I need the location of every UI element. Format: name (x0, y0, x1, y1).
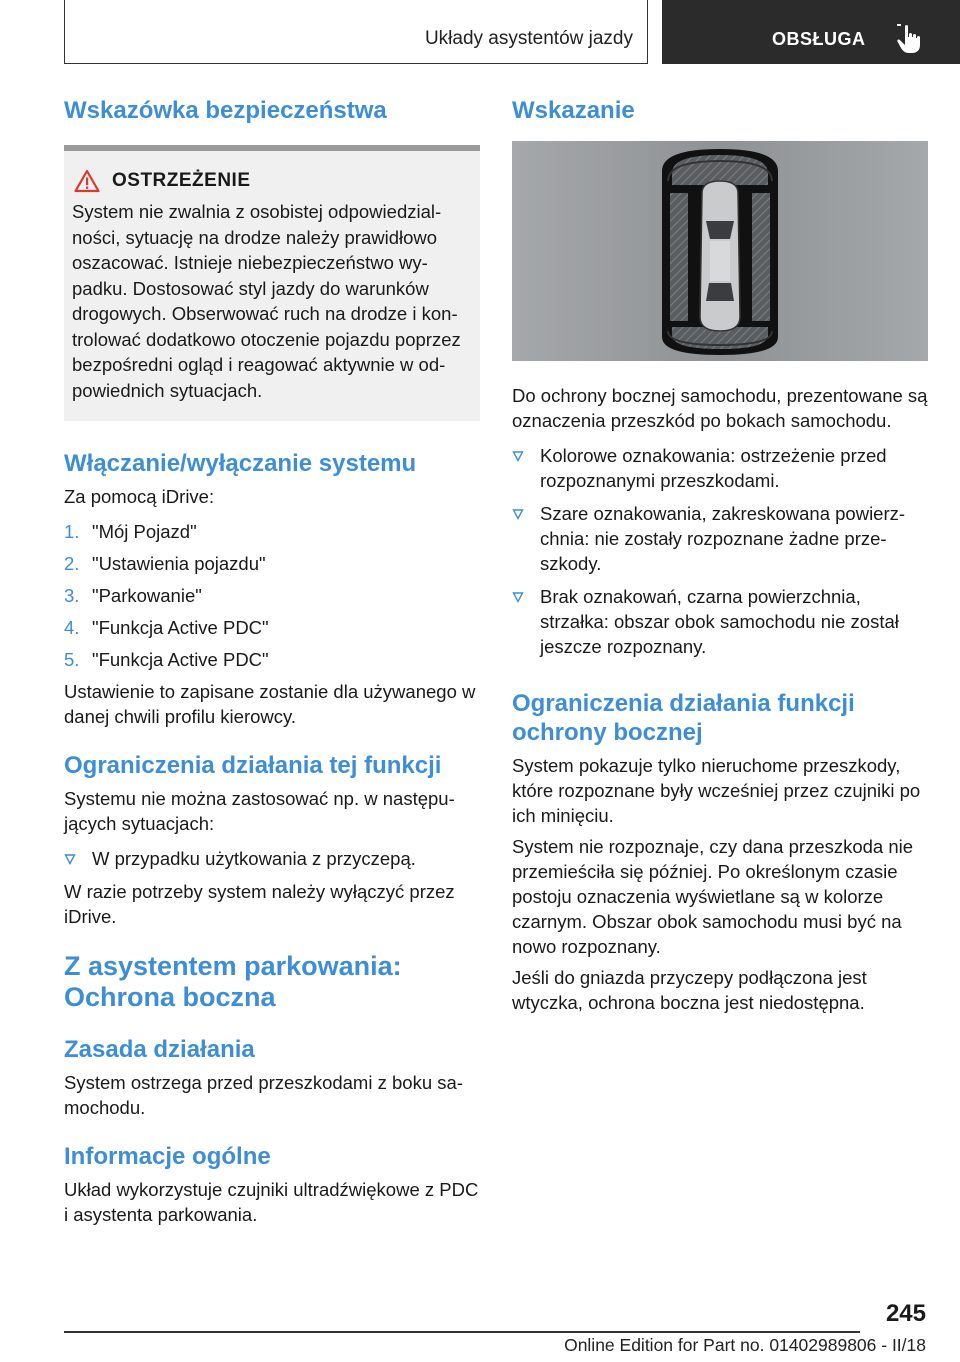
warning-header (72, 169, 472, 193)
list-item: 5. "Funkcja Active PDC" (64, 649, 269, 670)
list-item: 4. "Funkcja Active PDC" (64, 617, 269, 638)
list-item: Kolorowe oznakowania: ostrzeżenie przed rozpoznanymi przeszkodami. (512, 443, 928, 493)
header-chapter-tab (662, 0, 960, 64)
page-number: 245 (885, 1300, 926, 1327)
triangle-bullet-icon (512, 508, 524, 520)
display-heading: Wskazanie (512, 97, 635, 124)
hand-pointer-icon (896, 24, 922, 54)
chapter-heading: Z asystentem parkowania: Ochrona boczna (64, 951, 402, 1012)
footer-divider (64, 1331, 860, 1333)
limits-note: W razie potrzeby system należy wyłączyć przez iDrive. (64, 881, 455, 927)
side-protection-display-image (512, 141, 928, 361)
list-item: 1. "Mój Pojazd" (64, 521, 197, 542)
list-item: Brak oznakowań, czarna powierzchnia, strzałka: obszar obok samochodu nie został jeszcze rozpoznany. (512, 584, 928, 659)
header-chapter-label: OBSŁUGA (772, 29, 866, 49)
triangle-bullet-icon (512, 450, 524, 462)
display-text: Do ochrony bocznej samochodu, prezentowane są oznaczenia przeszkód po bokach samochodu. (512, 385, 928, 431)
switch-heading: Włączanie/wyłączanie systemu (64, 450, 417, 477)
display-list (512, 443, 928, 659)
limits-list (64, 846, 480, 871)
general-heading: Informacje ogólne (64, 1143, 271, 1170)
safety-heading: Wskazówka bezpieczeństwa (64, 97, 387, 124)
settings-steps (64, 519, 480, 672)
triangle-bullet-icon (64, 853, 76, 865)
warning-box (64, 145, 480, 421)
switch-intro: Za pomocą iDrive: (64, 486, 215, 507)
general-text: Układ wykorzystuje czujniki ultradźwiękowe z PDC i asystenta parkowania. (64, 1179, 479, 1225)
list-item: Szare oznakowania, zakreskowana powierzchnia: nie zostały rozpoznane żadne przeszkody. (512, 501, 928, 576)
switch-note: Ustawienie to zapisane zostanie dla używanego w danej chwili profilu kierowcy. (64, 681, 476, 727)
list-item: W przypadku użytkowania z przyczepą. (64, 846, 480, 871)
principle-heading: Zasada działania (64, 1036, 255, 1063)
header-section-title: Układy asystentów jazdy (424, 28, 633, 49)
footer-edition: Online Edition for Part no. 01402989806 - II/18 (564, 1335, 926, 1355)
left-column (64, 96, 480, 1227)
side-limits-paragraph-3: Jeśli do gniazda przyczepy podłączona jest wtyczka, ochrona boczna jest niedostępna. (512, 967, 867, 1013)
list-item: 2. "Ustawienia pojazdu" (64, 553, 266, 574)
side-limits-heading: Ograniczenia działania funkcji ochrony bocznej (512, 690, 855, 746)
limits-heading: Ograniczenia działania tej funkcji (64, 752, 442, 779)
warning-text: System nie zwalnia z osobistej odpowiedzialności, sytuację na drodze należy prawidłowo oszacować. Istnieje niebezpieczeństwo wypadku. Dostosować styl jazdy do warunków drogowych. Obserwować ruch na drodze i kontrolować dodatkowo otoczenie pojazdu poprzez bezpośredni ogląd i reagować aktywnie w odpowiednich sytuacjach. (72, 201, 461, 401)
list-item: 3. "Parkowanie" (64, 585, 202, 606)
warning-triangle-icon (74, 169, 100, 193)
header-frame (64, 0, 648, 64)
principle-text: System ostrzega przed przeszkodami z boku samochodu. (64, 1072, 463, 1118)
side-limits-paragraph-1: System pokazuje tylko nieruchome przeszkody, które rozpoznane były wcześniej przez czujniki po ich minięciu. (512, 755, 921, 826)
right-column (512, 96, 928, 1015)
warning-title: OSTRZEŻENIE (112, 170, 251, 191)
car-top-view-illustration (512, 141, 928, 361)
limits-intro: Systemu nie można zastosować np. w następujących sytuacjach: (64, 788, 455, 834)
side-limits-paragraph-2: System nie rozpoznaje, czy dana przeszkoda nie przemieściła się później. Po określonym czasie postoju oznaczenia wyświetlane są w kolorze czarnym. Obszar obok samochodu musi być na nowo rozpoznany. (512, 836, 914, 957)
triangle-bullet-icon (512, 591, 524, 603)
